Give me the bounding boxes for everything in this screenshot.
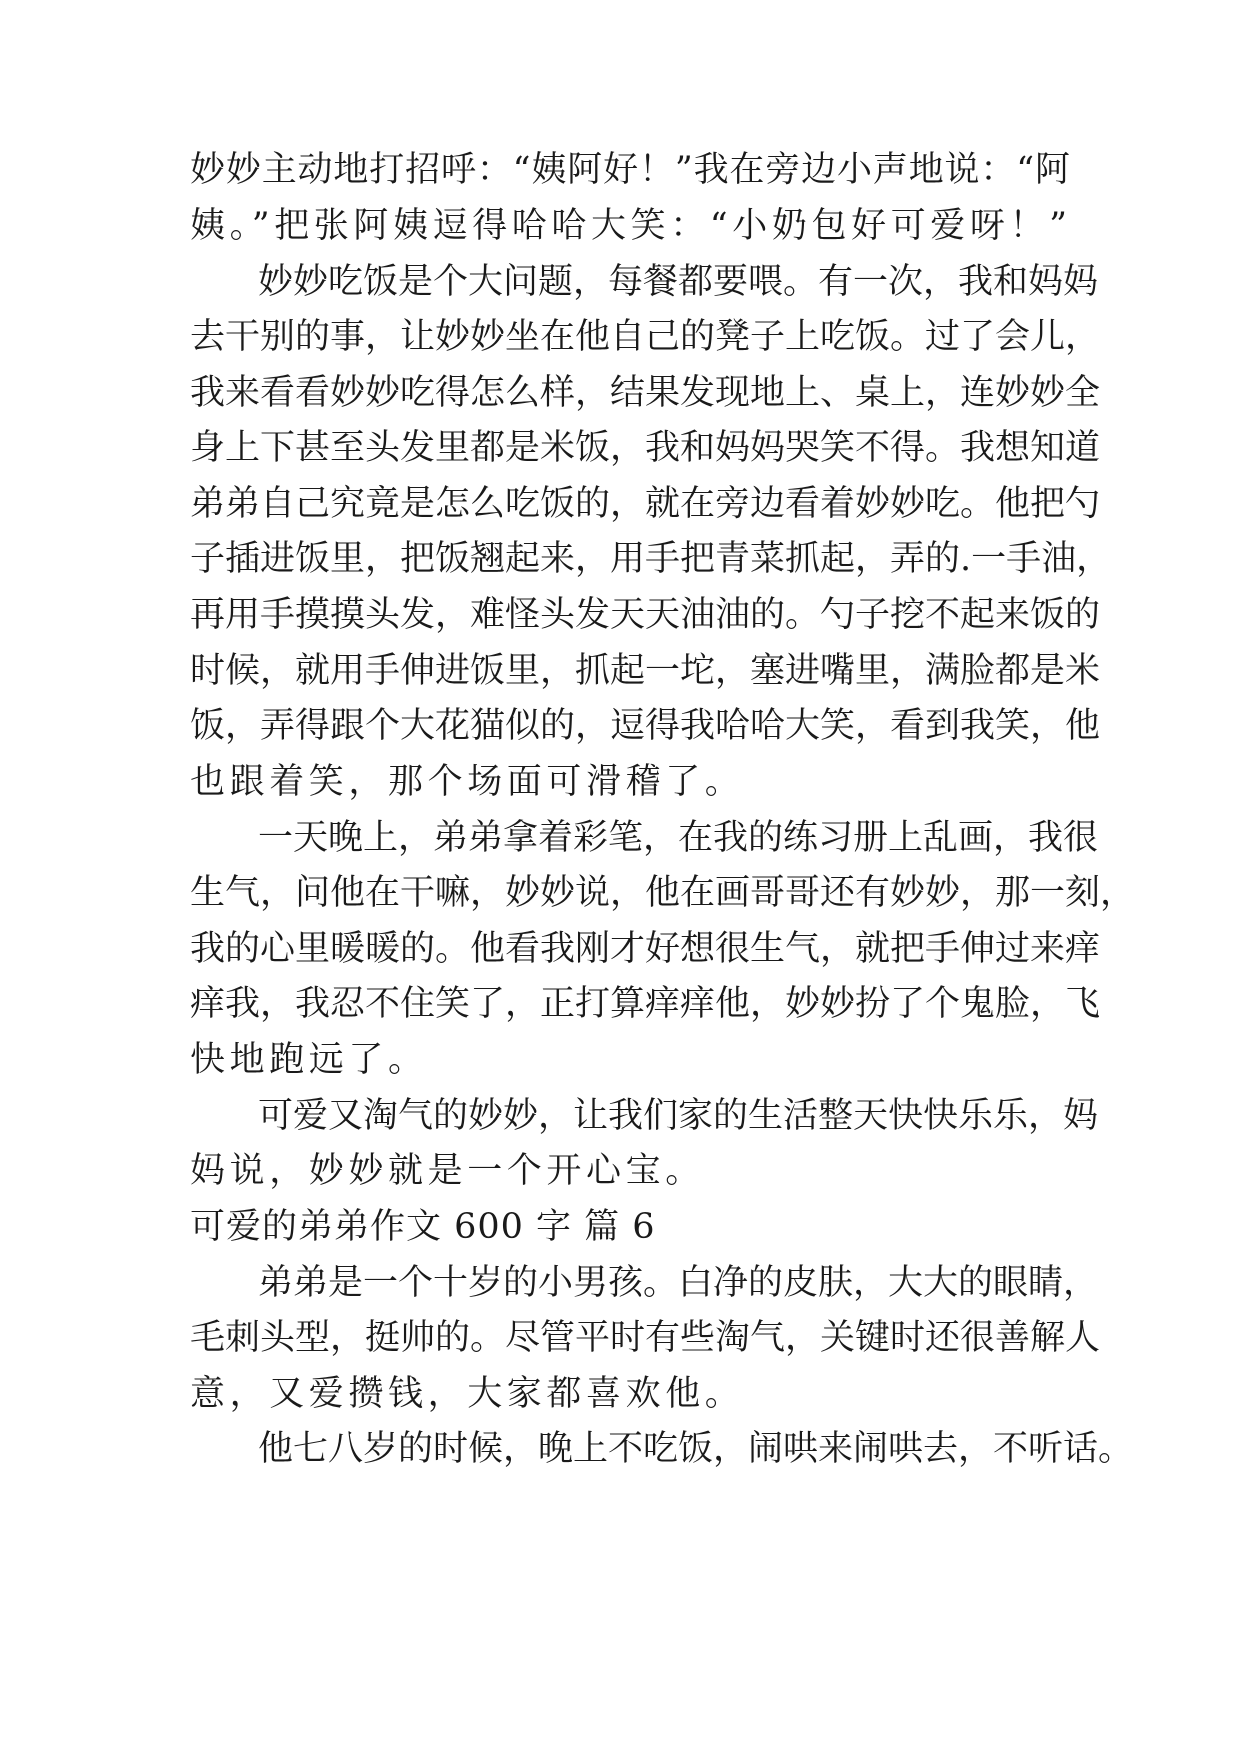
paragraph-first-line: 他七八岁的时候，晚上不吃饭，闹哄来闹哄去，不听话。: [258, 1429, 1134, 1469]
text-line: 子插进饭里，把饭翘起来，用手把青菜抓起，弄的.一手油，: [190, 539, 1112, 579]
section-heading: 可爱的弟弟作文 600 字 篇 6: [190, 1207, 656, 1247]
text-line: 妈说，妙妙就是一个开心宝。: [190, 1151, 705, 1191]
paragraph-first-line: 妙妙吃饭是个大问题，每餐都要喂。有一次，我和妈妈: [258, 262, 1099, 302]
text-line: 再用手摸摸头发，难怪头发天天油油的。勺子挖不起来饭的: [190, 595, 1101, 635]
text-line: 痒我，我忍不住笑了，正打算痒痒他，妙妙扮了个鬼脸，飞: [190, 984, 1101, 1024]
paragraph-first-line: 弟弟是一个十岁的小男孩。白净的皮肤，大大的眼睛，: [258, 1263, 1099, 1303]
text-line: 饭，弄得跟个大花猫似的，逗得我哈哈大笑，看到我笑，他: [190, 706, 1101, 746]
text-line: 我来看看妙妙吃得怎么样，结果发现地上、桌上，连妙妙全: [190, 373, 1101, 413]
text-line: 快地跑远了。: [190, 1040, 428, 1080]
text-line: 时候，就用手伸进饭里，抓起一坨，塞进嘴里，满脸都是米: [190, 651, 1101, 691]
text-line: 弟弟自己究竟是怎么吃饭的，就在旁边看着妙妙吃。他把勺: [190, 484, 1101, 524]
text-line: 也跟着笑，那个场面可滑稽了。: [190, 762, 745, 802]
text-line: 妙妙主动地打招呼：“姨阿好！”我在旁边小声地说：“阿: [190, 150, 1070, 190]
paragraph-first-line: 可爱又淘气的妙妙，让我们家的生活整天快快乐乐，妈: [258, 1096, 1099, 1136]
text-line: 生气，问他在干嘛，妙妙说，他在画哥哥还有妙妙，那一刻，: [190, 873, 1136, 913]
text-line: 意，又爱攒钱，大家都喜欢他。: [190, 1374, 745, 1414]
text-line: 去干别的事，让妙妙坐在他自己的凳子上吃饭。过了会儿，: [190, 317, 1101, 357]
text-line: 姨。”把张阿姨逗得哈哈大笑：“小奶包好可爱呀！”: [190, 206, 1072, 246]
paragraph-first-line: 一天晚上，弟弟拿着彩笔，在我的练习册上乱画，我很: [258, 818, 1099, 858]
text-line: 我的心里暖暖的。他看我刚才好想很生气，就把手伸过来痒: [190, 929, 1101, 969]
text-line: 毛刺头型，挺帅的。尽管平时有些淘气，关键时还很善解人: [190, 1318, 1101, 1358]
text-line: 身上下甚至头发里都是米饭，我和妈妈哭笑不得。我想知道: [190, 428, 1101, 468]
